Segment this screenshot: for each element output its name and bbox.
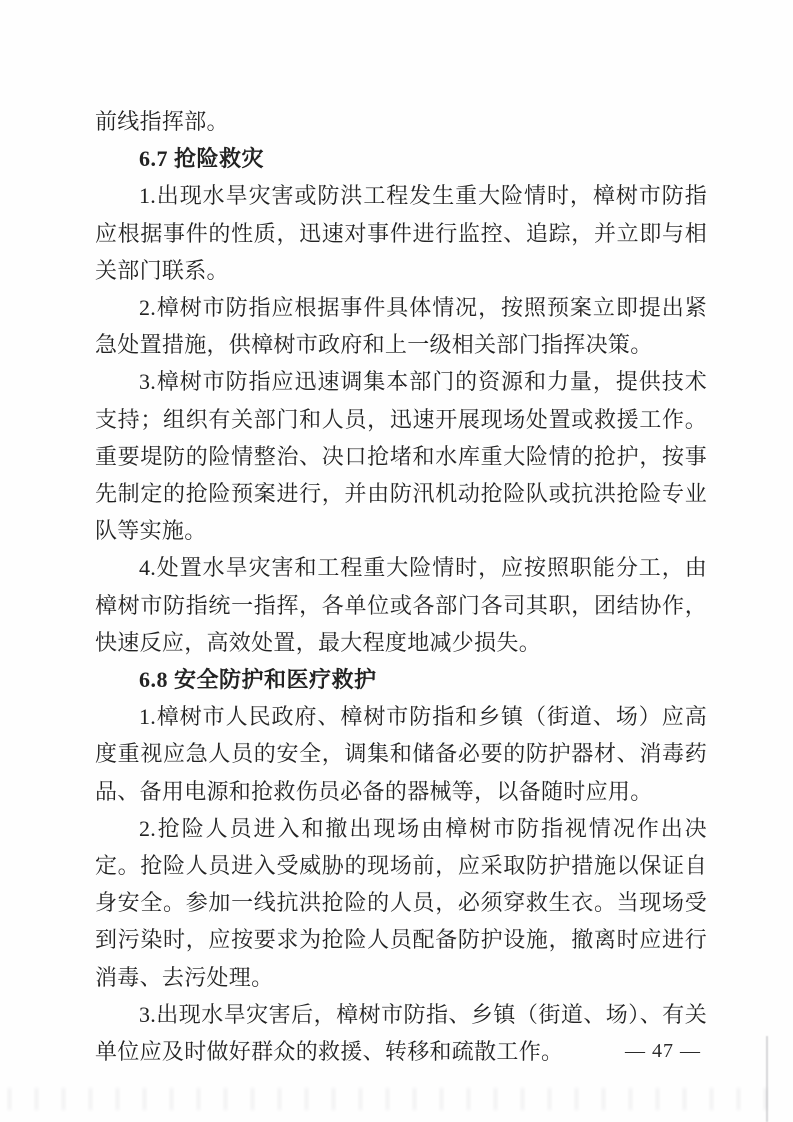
paragraph: 4.处置水旱灾害和工程重大险情时，应按照职能分工，由樟树市防指统一指挥，各单位或各部门各司其职，团结协作，快速反应，高效处置，最大程度地减少损失。: [95, 555, 707, 655]
scan-artifact-bottom: [8, 1088, 773, 1110]
section-heading: 6.8 安全防护和医疗救护: [139, 667, 377, 693]
paragraph: 2.樟树市防指应根据事件具体情况，按照预案立即提出紧急处置措施，供樟树市政府和上一级相关部门指挥决策。: [95, 295, 707, 358]
paragraph: 前线指挥部。: [95, 109, 229, 134]
paragraph: 2.抢险人员进入和撤出现场由樟树市防指视情况作出决定。抢险人员进入受威胁的现场前，应采取防护措施以保证自身安全。参加一线抗洪抢险的人员，必须穿救生衣。当现场受到污染时，应按要求为抢险人员配备防护设施，撤离时应进行消毒、去污处理。: [95, 815, 707, 990]
scan-artifact-right-edge: [766, 1036, 768, 1122]
paragraph: 1.樟树市人民政府、樟树市防指和乡镇（街道、场）应高度重视应急人员的安全，调集和储备必要的防护器材、消毒药品、备用电源和抢救伤员必备的器械等，以备随时应用。: [95, 704, 707, 804]
paragraph: 3.出现水旱灾害后，樟树市防指、乡镇（街道、场）、有关单位应及时做好群众的救援、转移和疏散工作。: [95, 1001, 707, 1065]
section-heading: 6.7 抢险救灾: [139, 146, 265, 172]
paragraph: 1.出现水旱灾害或防洪工程发生重大险情时，樟树市防指应根据事件的性质，迅速对事件进行监控、追踪，并立即与相关部门联系。: [95, 183, 707, 283]
paragraph: 3.樟树市防指应迅速调集本部门的资源和力量，提供技术支持；组织有关部门和人员，迅速开展现场处置或救援工作。重要堤防的险情整治、决口抢堵和水库重大险情的抢护，按事先制定的抢险预案进行，并由防汛机动抢险队或抗洪抢险专业队等实施。: [95, 369, 707, 544]
page-number: — 47 —: [625, 1040, 701, 1062]
document-body: [95, 103, 707, 1070]
